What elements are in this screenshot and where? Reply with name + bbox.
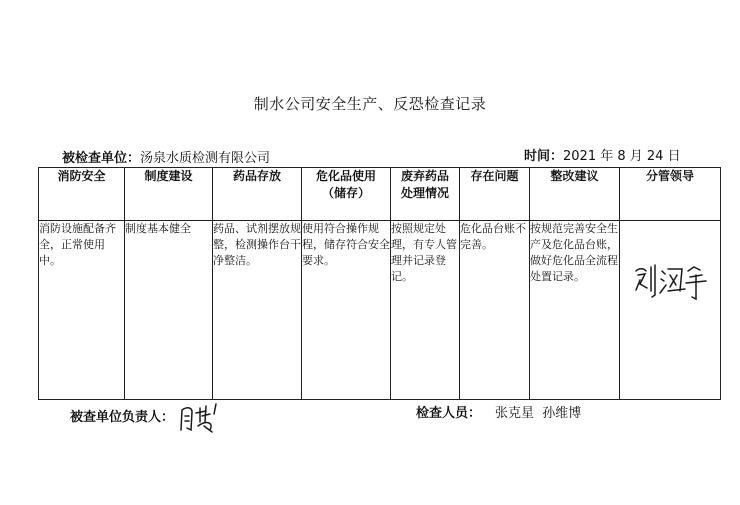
inspected-unit-label: 被检查单位：	[62, 151, 141, 166]
header-system-building: 制度建设	[125, 168, 213, 221]
supervisor-signature-image	[630, 255, 710, 305]
header-supervisor: 分管领导	[620, 168, 721, 221]
inspection-time	[524, 145, 681, 164]
cell-suggestions: 按规范完善安全生产及危化品台账，做好危化品全流程处置记录。	[530, 221, 620, 400]
inspected-unit	[62, 147, 270, 166]
table-header-row	[39, 168, 721, 221]
responsible-person-label: 被查单位负责人：	[70, 410, 175, 425]
inspection-table	[38, 167, 720, 400]
cell-hazardous-use: 使用符合操作规程，储存符合安全要求。	[302, 221, 391, 400]
document-title: 制水公司安全生产、反恐检查记录	[253, 95, 487, 113]
inspectors-label: 检查人员：	[416, 406, 482, 421]
inspectors	[416, 402, 581, 421]
inspected-unit-value: 汤泉水质检测有限公司	[140, 151, 271, 166]
inspection-time-label: 时间：	[524, 149, 564, 164]
cell-waste-disposal: 按照规定处理，有专人管理并记录登记。	[391, 221, 460, 400]
header-fire-safety: 消防安全	[39, 168, 125, 221]
inspection-time-value: 2021 年 8 月 24 日	[563, 149, 681, 164]
table-row	[39, 221, 721, 400]
cell-fire-safety: 消防设施配备齐全，正常使用中。	[39, 221, 125, 400]
header-hazardous-use: 危化品使用 （储存）	[302, 168, 391, 221]
cell-problems: 危化品台账不完善。	[460, 221, 530, 400]
cell-supervisor-signature	[620, 221, 721, 400]
responsible-person-signature-image	[176, 400, 230, 434]
header-problems: 存在问题	[460, 168, 530, 221]
cell-system-building: 制度基本健全	[125, 221, 213, 400]
header-chemical-storage: 药品存放	[213, 168, 302, 221]
inspectors-names: 张克星 孙维博	[495, 406, 582, 421]
header-suggestions: 整改建议	[530, 168, 620, 221]
cell-chemical-storage: 药品、试剂摆放规整，检测操作台干净整洁。	[213, 221, 302, 400]
header-waste-disposal: 废弃药品 处理情况	[391, 168, 460, 221]
